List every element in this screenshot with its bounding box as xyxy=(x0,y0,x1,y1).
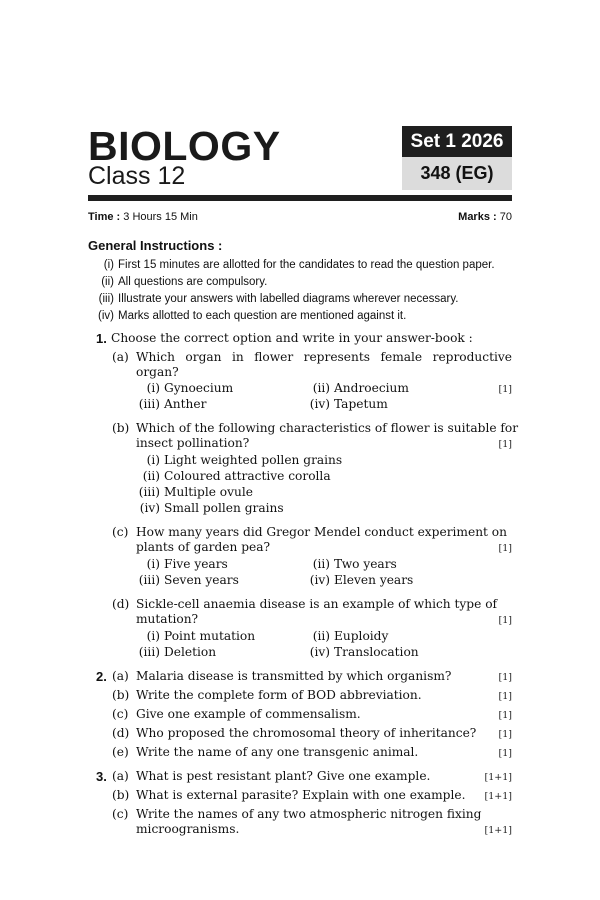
sub-question-line xyxy=(136,436,512,452)
marks-bracket: [1] xyxy=(498,439,512,450)
marks-bracket: [1+1] xyxy=(484,791,512,802)
sub-question-text: insect pollination? xyxy=(136,436,250,450)
sub-question-line xyxy=(136,612,512,628)
sub-question-label: (d) xyxy=(112,597,130,611)
time-label: Time : xyxy=(88,211,121,223)
sub-question-text: mutation? xyxy=(136,612,199,626)
sub-question-line xyxy=(136,525,512,540)
option: (iii) Seven years xyxy=(138,573,239,587)
sub-question-label: (b) xyxy=(112,688,130,702)
marks-bracket: [1] xyxy=(498,748,512,759)
sub-question-text: Write the names of any two atmospheric nitrogen fixing xyxy=(136,807,482,821)
class-label: Class 12 xyxy=(88,162,186,190)
marks-bracket: [1+1] xyxy=(484,825,512,836)
options-list xyxy=(136,453,512,517)
sub-question-text: Which organ in flower represents female reproductive organ? xyxy=(136,350,512,379)
sub-question-text: Who proposed the chromosomal theory of inheritance? xyxy=(136,726,477,740)
question-text: Choose the correct option and write in your answer-book : xyxy=(111,331,473,345)
marks-bracket: [1] xyxy=(498,543,512,554)
option: (iv) Small pollen grains xyxy=(139,501,284,515)
question-1-header xyxy=(88,331,512,347)
option: (ii) Coloured attractive corolla xyxy=(142,469,331,483)
question-1c xyxy=(88,525,512,589)
instruction-item xyxy=(88,308,512,325)
options-list xyxy=(136,557,512,589)
instructions-heading: General Instructions : xyxy=(88,238,223,253)
instruction-item xyxy=(88,257,512,274)
instructions-list xyxy=(88,257,512,325)
marks-value: 70 xyxy=(499,211,512,223)
option: (iii) Multiple ovule xyxy=(138,485,253,499)
question-number: 2. xyxy=(96,669,107,684)
sub-question-line xyxy=(136,540,512,556)
marks-bracket: [1] xyxy=(498,691,512,702)
sub-question-label: (b) xyxy=(112,788,130,802)
options-row xyxy=(136,645,512,661)
option: (i) Five years xyxy=(146,557,228,571)
question-2d xyxy=(88,726,512,742)
marks-bracket: [1] xyxy=(498,729,512,740)
question-1a xyxy=(88,350,512,413)
options-row xyxy=(136,629,512,645)
sub-question-label: (d) xyxy=(112,726,130,740)
header-divider xyxy=(88,195,512,201)
sub-question-text: Malaria disease is transmitted by which organism? xyxy=(136,669,452,683)
sub-question-text: What is external parasite? Explain with one example. xyxy=(136,788,466,802)
marks-bracket: [1] xyxy=(498,672,512,683)
option: (i) Point mutation xyxy=(146,629,256,643)
option: (i) Gynoecium xyxy=(146,381,234,395)
question-2a xyxy=(88,669,512,685)
sub-question-line xyxy=(136,421,519,436)
time-value: 3 Hours 15 Min xyxy=(123,211,198,223)
marks-bracket: [1+1] xyxy=(484,772,512,783)
sub-question-text: Sickle-cell anaemia disease is an example of which type of xyxy=(136,597,498,611)
sub-question-line xyxy=(136,788,512,804)
question-3b xyxy=(88,788,512,804)
question-number: 1. xyxy=(96,331,107,346)
questions-section xyxy=(88,331,519,838)
instruction-text: All questions are compulsory. xyxy=(118,276,268,288)
instruction-number: (iii) xyxy=(98,293,114,305)
sub-question-line xyxy=(136,597,512,612)
sub-question-line xyxy=(136,688,512,704)
option: (iv) Eleven years xyxy=(309,573,414,587)
option: (ii) Androecium xyxy=(312,381,409,395)
option: (ii) Euploidy xyxy=(312,629,389,643)
question-1b xyxy=(88,421,519,517)
sub-question-text: How many years did Gregor Mendel conduct experiment on xyxy=(136,525,507,539)
question-3c xyxy=(88,807,512,838)
sub-question-text: Give one example of commensalism. xyxy=(136,707,361,721)
sub-question-label: (a) xyxy=(112,669,129,683)
instruction-text: Marks allotted to each question are mentioned against it. xyxy=(118,310,407,322)
options-list xyxy=(136,629,512,661)
instruction-number: (iv) xyxy=(98,310,114,322)
option: (iv) Translocation xyxy=(309,645,419,659)
instruction-text: Illustrate your answers with labelled diagrams wherever necessary. xyxy=(118,293,459,305)
sub-question-line xyxy=(136,807,512,822)
marks-info xyxy=(458,210,512,224)
question-2e xyxy=(88,745,512,761)
question-2b xyxy=(88,688,512,704)
time-info xyxy=(88,210,198,224)
sub-question-text: plants of garden pea? xyxy=(136,540,271,554)
instruction-number: (i) xyxy=(103,259,114,271)
sub-question-line xyxy=(136,769,512,785)
sub-question-text: microogranisms. xyxy=(136,822,240,836)
sub-question-line xyxy=(136,822,512,838)
instruction-item xyxy=(88,274,512,291)
question-2c xyxy=(88,707,512,723)
option: (i) Light weighted pollen grains xyxy=(146,453,343,467)
option: (ii) Two years xyxy=(312,557,397,571)
marks-bracket: [1] xyxy=(498,384,512,395)
options-row xyxy=(136,381,512,397)
sub-question-text: Write the name of any one transgenic animal. xyxy=(136,745,419,759)
sub-question-line xyxy=(136,707,512,723)
sub-question-line xyxy=(136,745,512,761)
option: (iii) Deletion xyxy=(138,645,217,659)
sub-question-text: What is pest resistant plant? Give one example. xyxy=(136,769,431,783)
sub-question-label: (c) xyxy=(112,525,129,539)
option: (iv) Tapetum xyxy=(309,397,388,411)
option: (iii) Anther xyxy=(138,397,207,411)
instruction-item xyxy=(88,291,512,308)
sub-question-label: (e) xyxy=(112,745,129,759)
options-row xyxy=(136,557,512,573)
paper-title: BIOLOGY xyxy=(88,123,281,169)
sub-question-line xyxy=(136,726,512,742)
instruction-text: First 15 minutes are allotted for the candidates to read the question paper. xyxy=(118,259,495,271)
paper-code-badge: 348 (EG) xyxy=(402,157,512,190)
sub-question-label: (b) xyxy=(112,421,130,435)
marks-bracket: [1] xyxy=(498,615,512,626)
options-row xyxy=(136,397,512,413)
marks-bracket: [1] xyxy=(498,710,512,721)
sub-question-label: (c) xyxy=(112,807,129,821)
sub-question-label: (a) xyxy=(112,769,129,783)
options-row xyxy=(136,573,512,589)
sub-question-label: (c) xyxy=(112,707,129,721)
instruction-number: (ii) xyxy=(101,276,114,288)
question-number: 3. xyxy=(96,769,107,784)
sub-question-text: Which of the following characteristics of flower is suitable for xyxy=(136,421,519,435)
marks-label: Marks : xyxy=(458,211,497,223)
sub-question-text: Write the complete form of BOD abbreviation. xyxy=(136,688,422,702)
options-list xyxy=(136,381,512,413)
question-1d xyxy=(88,597,512,661)
sub-question-line xyxy=(136,669,512,685)
question-3a xyxy=(88,769,512,785)
set-badge: Set 1 2026 xyxy=(402,126,512,157)
sub-question-label: (a) xyxy=(112,350,129,364)
